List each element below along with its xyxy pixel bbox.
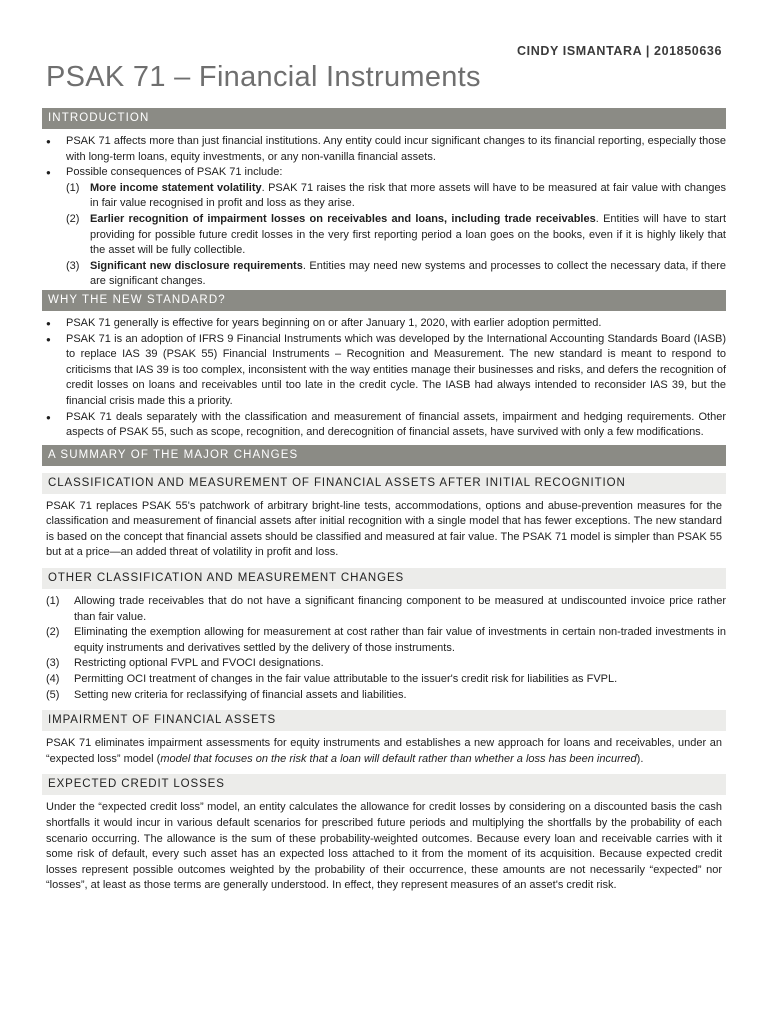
- consequence-text: . PSAK 71 raises the risk that more assets will have to be measured at fair value with changes in fair value recognised in profit and loss as they arise.: [90, 181, 726, 210]
- consequence-item: [66, 212, 727, 259]
- change-item: [46, 656, 726, 672]
- intro-bullet: ● PSAK 71 affects more than just financial institutions. Any entity could incur significant changes to its financial reporting, especially those with long-term loans, equity investments, or any non-vanilla financial assets.: [66, 134, 726, 165]
- consequence-title: Earlier recognition of impairment losses on receivables and loans, including trade receivables: [90, 212, 596, 225]
- change-text: Permitting OCI treatment of changes in the fair value attributable to the issuer's credit risk for liabilities as FVPL.: [74, 673, 618, 686]
- section-heading-introduction: INTRODUCTION: [42, 108, 726, 129]
- change-text: Allowing trade receivables that do not have a significant financing component to be measured at undiscounted invoice price rather than fair value.: [74, 595, 726, 623]
- change-item: [46, 594, 726, 625]
- list-marker: (4): [46, 673, 60, 686]
- section-heading-why: WHY THE NEW STANDARD?: [42, 290, 726, 311]
- section-heading-summary: A SUMMARY OF THE MAJOR CHANGES: [42, 445, 726, 466]
- change-item: [46, 688, 726, 704]
- subsection-heading-impairment: IMPAIRMENT OF FINANCIAL ASSETS: [42, 710, 726, 731]
- why-bullet: ● PSAK 71 is an adoption of IFRS 9 Financial Instruments which was developed by the International Accounting Standards Board (IASB) to replace IAS 39 (PSAK 55) Financial Instruments – Recognition and Measurement. The new standard is meant to respond to criticisms that IAS 39 is too complex, inconsistent with the way entities manage their businesses and risks, and defers the recognition of credit losses on loans and receivables until too late in the credit cycle. The IASB had always intended to reconsider IAS 39, but the financial crisis made this a priority.: [66, 332, 726, 410]
- classification-paragraph: PSAK 71 replaces PSAK 55's patchwork of arbitrary bright-line tests, accommodations, options and abuse-prevention measures for the classification and measurement of financial assets after initial recognition with a single model that has fewer exceptions. The new standard is based on the concept that financial assets should be classified and measured at fair value. The PSAK 71 model is simpler than PSAK 55 but at a price—an added threat of volatility in profit and loss.: [46, 499, 722, 559]
- consequence-title: More income statement volatility: [90, 181, 262, 194]
- list-marker: (2): [66, 212, 80, 225]
- subsection-heading-other-changes: OTHER CLASSIFICATION AND MEASUREMENT CHANGES: [42, 568, 726, 589]
- subsection-heading-classification: CLASSIFICATION AND MEASUREMENT OF FINANCIAL ASSETS AFTER INITIAL RECOGNITION: [42, 473, 726, 494]
- list-marker: (3): [46, 657, 60, 670]
- change-text: Eliminating the exemption allowing for measurement at cost rather than fair value of investments in certain non-traded investments in equity instruments and derivatives settled by the delivery of those instruments.: [74, 626, 726, 654]
- author-line: CINDY ISMANTARA | 201850636: [517, 44, 722, 58]
- list-marker: (2): [46, 626, 60, 639]
- why-bullet: ● PSAK 71 deals separately with the classification and measurement of financial assets, impairment and hedging requirements. Other aspects of PSAK 55, such as scope, recognition, and derecognition of financial assets, have survived with only a few modifications.: [66, 410, 726, 441]
- change-text: Restricting optional FVPL and FVOCI designations.: [74, 657, 324, 670]
- ecl-paragraph: Under the “expected credit loss” model, an entity calculates the allowance for credit losses by considering on a discounted basis the cash shortfalls it would incur in various default scenarios for prescribed future periods and multiplying the shortfalls by the probability of each scenario occurring. The allowance is the sum of these probability-weighted outcomes. Because every loan and receivable carries with it some risk of default, every such asset has an expected loss attached to it from the moment of its acquisition. Because expected credit losses represent possible outcomes weighted by the probability of their occurrence, these amounts are not necessarily “expected” nor “losses”, at least as those terms are generally understood. In effect, they represent measures of an asset's credit risk.: [46, 801, 722, 892]
- document-body: [42, 108, 726, 894]
- consequence-text: . Entities will have to start providing for possible future credit losses in the very first reporting period a loan goes on the books, even if it is highly likely that the asset will be fully collectible.: [90, 212, 727, 257]
- consequence-item: [66, 259, 726, 290]
- why-bullet-list: [42, 316, 726, 441]
- change-item: [46, 625, 726, 656]
- intro-bullet-text: Possible consequences of PSAK 71 include:: [66, 166, 283, 179]
- consequence-text: . Entities may need new systems and processes to collect the necessary data, if there are significant changes.: [90, 259, 726, 288]
- impairment-paragraph: [42, 736, 726, 767]
- consequence-title: Significant new disclosure requirements: [90, 259, 303, 272]
- list-marker: (1): [46, 595, 60, 608]
- change-text: Setting new criteria for reclassifying of financial assets and liabilities.: [74, 688, 407, 701]
- impairment-italic-note: model that focuses on the risk that a loan will default rather than whether a loss has been incurred: [160, 752, 637, 765]
- intro-bullet-list: [42, 134, 726, 290]
- list-marker: (1): [66, 181, 80, 194]
- impairment-end: ).: [636, 752, 644, 765]
- consequence-item: [66, 181, 726, 212]
- consequence-list: [66, 181, 726, 290]
- list-marker: (5): [46, 688, 60, 701]
- why-bullet: ● PSAK 71 generally is effective for years beginning on or after January 1, 2020, with earlier adoption permitted.: [66, 316, 726, 332]
- page-title: PSAK 71 – Financial Instruments: [46, 61, 481, 93]
- change-item: [46, 672, 726, 688]
- intro-bullet: [66, 165, 726, 290]
- subsection-heading-expected-credit-losses: EXPECTED CREDIT LOSSES: [42, 774, 726, 795]
- impairment-text: PSAK 71 eliminates impairment assessments for equity instruments and establishes a new approach for loans and receivables, under an “expected loss” model (: [46, 737, 722, 765]
- other-changes-list: [42, 594, 726, 703]
- list-marker: (3): [66, 259, 80, 272]
